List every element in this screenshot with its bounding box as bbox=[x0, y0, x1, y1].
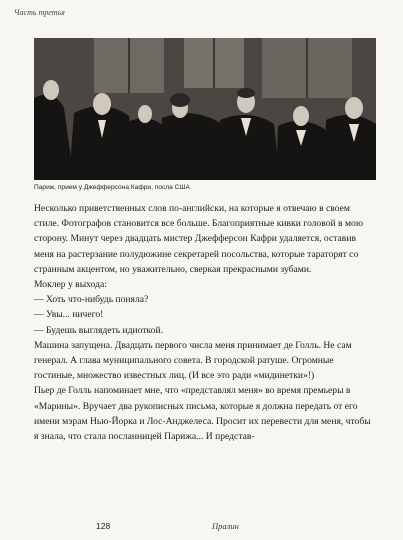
running-header: Часть третья bbox=[14, 8, 65, 17]
reception-photo bbox=[34, 38, 376, 180]
photo-illustration bbox=[34, 38, 376, 180]
paragraph: — Будешь выглядеть идиоткой. bbox=[34, 324, 163, 336]
paragraph: Моклер у выхода: bbox=[34, 279, 107, 291]
photo-caption: Париж, прием у Джефферсона Кафри, посла США bbox=[34, 184, 190, 191]
body-text bbox=[34, 201, 376, 444]
page-number: 128 bbox=[96, 521, 111, 531]
brand-mark: Пралин bbox=[212, 521, 239, 531]
paragraph: Пьер де Голль напоминает мне, что «представлял меня» во время премьеры в «Марины». Вручает два рукописных письма, которые я должна передать от его имени мэрам Нью-Йорка и Лос-Анджелеса. Просит их перевести для меня, чтобы я знала, что стала посланницей Парижа... И представ- bbox=[34, 385, 371, 443]
paragraph: Несколько приветственных слов по-английски, на которые я отвечаю в своем стиле. Фотографов становится все больше. Благоприятные кивки головой в мою сторону. Минут через двадцать мистер Джефферсон Кафри удаляется, оставив меня на растерзание полудюжине секретарей посольства, которые тараторят со странным акцентом, но уважительно, сверкая прекрасными зубами. bbox=[34, 203, 363, 275]
paragraph: — Увы... ничего! bbox=[34, 309, 104, 321]
paragraph: Машина запущена. Двадцать первого числа меня принимает де Голль. Не сам генерал. А глава муниципального совета. В городской ратуше. Огромные гостиные, множество известных лиц. (И все это ради «мидинетки»!) bbox=[34, 339, 352, 382]
paragraph: — Хоть что-нибудь поняла? bbox=[34, 294, 149, 306]
